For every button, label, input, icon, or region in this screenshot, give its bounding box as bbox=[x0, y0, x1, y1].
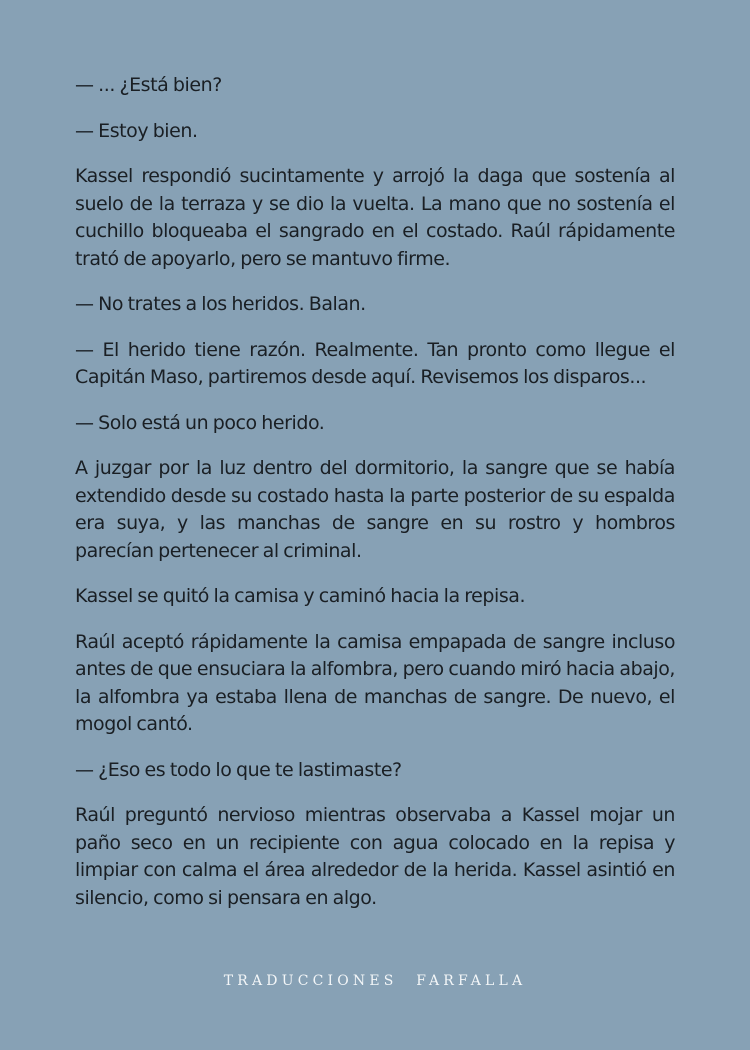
paragraph-5: — El herido tiene razón. Realmente. Tan pronto como llegue el Capitán Maso, partiremos desde aquí. Revisemos los disparos... bbox=[75, 338, 675, 388]
paragraph-6: — Solo está un poco herido. bbox=[75, 411, 325, 434]
paragraph-4: — No trates a los heridos. Balan. bbox=[75, 293, 366, 315]
paragraph-9: Raúl aceptó rápidamente la camisa empapada de sangre incluso antes de que ensuciara la alfombra, pero cuando miró hacia abajo, la alfombra ya estaba llena de manchas de sangre. De nuevo, el mogol cantó. bbox=[75, 630, 675, 735]
footer-credit: TRADUCCIONES FARFALLA bbox=[223, 973, 527, 989]
paragraph-10: — ¿Eso es todo lo que te lastimaste? bbox=[75, 758, 402, 781]
paragraph-7: A juzgar por la luz dentro del dormitorio, la sangre que se había extendido desde su costado hasta la parte posterior de su espalda era suya, y las manchas de sangre en su rostro y hombros parecían pertenecer al criminal. bbox=[75, 457, 675, 562]
page-body bbox=[75, 72, 675, 930]
paragraph-2: — Estoy bien. bbox=[75, 119, 198, 142]
paragraph-3: Kassel respondió sucintamente y arrojó la daga que sostenía al suelo de la terraza y se dio la vuelta. La mano que no sostenía el cuchillo bloqueaba el sangrado en el costado. Raúl rápidamente trató de apoyarlo, pero se mantuvo firme. bbox=[75, 165, 675, 270]
paragraph-11: Raúl preguntó nervioso mientras observaba a Kassel mojar un paño seco en un recipiente con agua colocado en la repisa y limpiar con calma el área alrededor de la herida. Kassel asintió en silencio, como si pensara en algo. bbox=[75, 804, 675, 909]
paragraph-8: Kassel se quitó la camisa y caminó hacia la repisa. bbox=[75, 585, 526, 607]
paragraph-1: — ... ¿Está bien? bbox=[75, 74, 222, 96]
